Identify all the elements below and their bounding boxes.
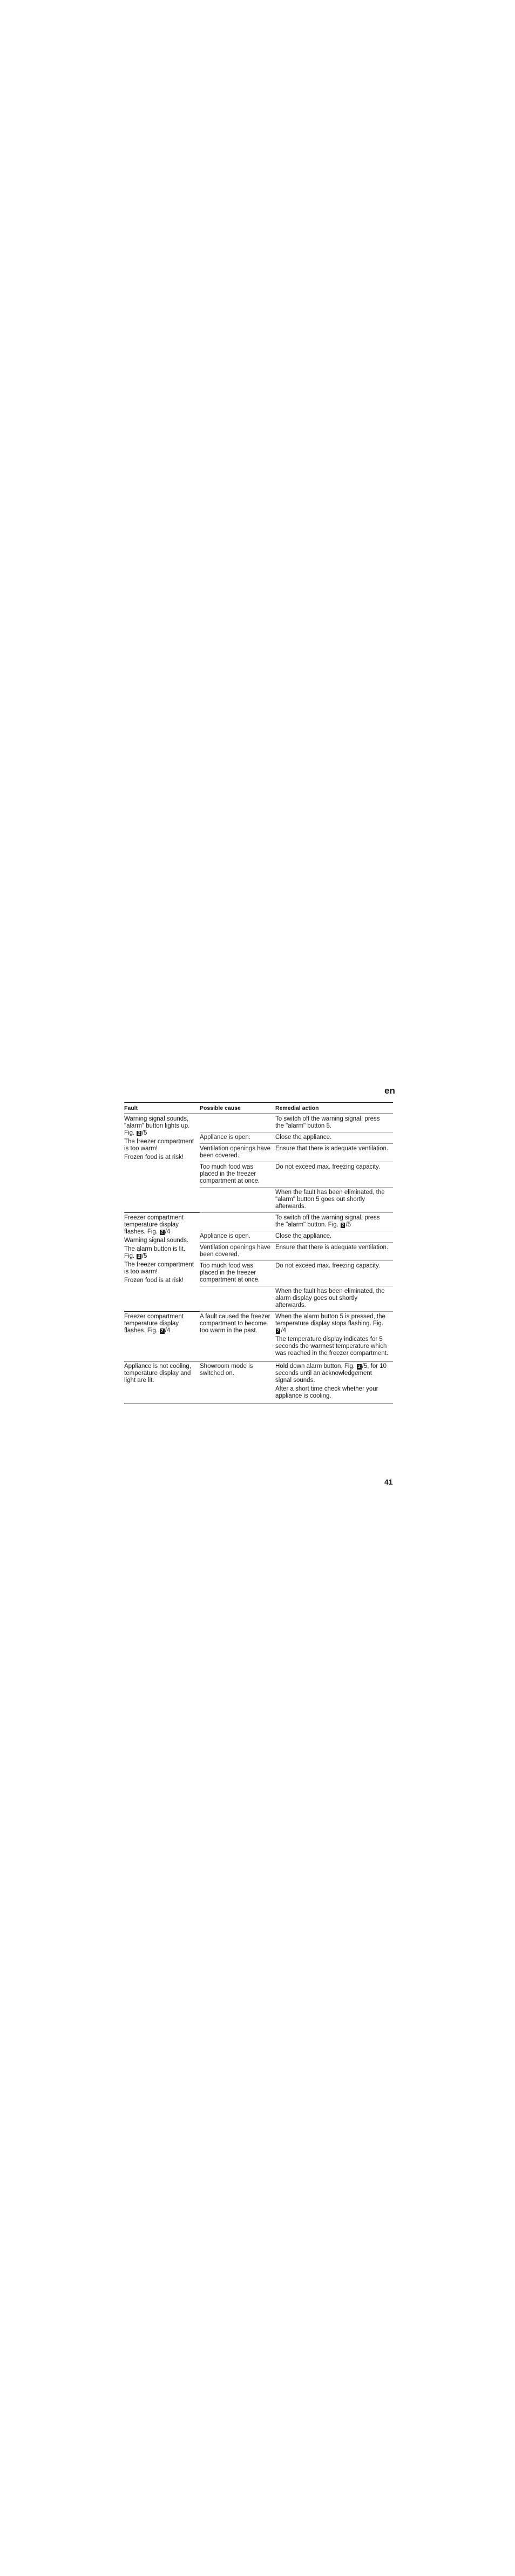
remedy-cell: Ensure that there is adequate ventilation. xyxy=(275,1144,393,1162)
remedy-text: After a short time check whether your appliance is cooling. xyxy=(275,1386,378,1399)
column-header-cause: Possible cause xyxy=(200,1103,275,1114)
fault-text: Warning signal sounds. xyxy=(124,1237,189,1244)
remedy-text: Do not exceed max. freezing capacity. xyxy=(275,1164,381,1170)
cause-cell: Too much food was placed in the freezer compartment at once. xyxy=(200,1261,275,1286)
fig-ref-prefix: Fig. xyxy=(124,1130,137,1136)
fig-ref-prefix: Fig. xyxy=(147,1327,160,1334)
cause-cell: Appliance is open. xyxy=(200,1132,275,1144)
fig-ref-prefix: Fig. xyxy=(371,1320,384,1327)
figure-badge: 2 xyxy=(342,1223,344,1228)
fault-cell xyxy=(124,1114,200,1213)
cause-cell: Showroom mode is switched on. xyxy=(200,1361,275,1404)
figure-badge: 2 xyxy=(161,1329,164,1333)
cause-cell xyxy=(200,1286,275,1312)
remedy-cell: When the fault has been eliminated, the alarm display goes out shortly afterwards. xyxy=(275,1286,393,1312)
column-header-remedy: Remedial action xyxy=(275,1103,393,1114)
remedy-text: The temperature display indicates for 5 seconds the warmest temperature which was reached in the freezer compartment. xyxy=(275,1336,389,1357)
fault-text: Frozen food is at risk! xyxy=(124,1154,184,1161)
fault-cell xyxy=(124,1213,200,1312)
table-header-row xyxy=(124,1103,393,1114)
figure-badge: 2 xyxy=(358,1364,361,1369)
fig-ref-prefix: Fig. xyxy=(326,1222,341,1228)
table-row xyxy=(124,1114,393,1132)
fault-text: The freezer compartment is too warm! xyxy=(124,1138,194,1152)
fault-text: Frozen food is at risk! xyxy=(124,1277,184,1284)
fault-cell: Appliance is not cooling, temperature display and light are lit. xyxy=(124,1361,200,1404)
remedy-cell: To switch off the warning signal, press the "alarm" button 5. xyxy=(275,1114,393,1132)
figure-badge: 2 xyxy=(277,1329,280,1333)
language-label: en xyxy=(384,1085,395,1096)
fault-text: Warning signal sounds, "alarm" button lights up. xyxy=(124,1116,190,1129)
cause-cell: Appliance is open. xyxy=(200,1231,275,1243)
figure-badge: 2 xyxy=(161,1230,164,1235)
fault-text: Freezer compartment temperature display flashes. xyxy=(124,1313,184,1334)
page-number: 41 xyxy=(384,1478,393,1486)
cause-cell xyxy=(200,1114,275,1132)
remedy-cell xyxy=(275,1213,393,1231)
remedy-cell: Close the appliance. xyxy=(275,1231,393,1243)
remedy-text: /5, for 10 seconds until an acknowledgement signal sounds. xyxy=(275,1363,387,1384)
remedy-cell: Ensure that there is adequate ventilation. xyxy=(275,1243,393,1261)
remedy-cell xyxy=(275,1312,393,1361)
remedy-text: Hold down alarm button, Fig. xyxy=(275,1363,357,1370)
cause-cell xyxy=(200,1213,275,1231)
table-row xyxy=(124,1213,393,1231)
remedy-text: When the alarm button 5 is pressed, the temperature display stops flashing. xyxy=(275,1313,385,1327)
fig-ref-prefix: Fig. xyxy=(124,1253,137,1259)
table-row xyxy=(124,1361,393,1404)
remedy-text: Do not exceed max. freezing capacity. xyxy=(275,1263,381,1269)
remedy-cell xyxy=(275,1162,393,1188)
cause-cell: Too much food was placed in the freezer compartment at once. xyxy=(200,1162,275,1188)
cause-cell xyxy=(200,1188,275,1213)
fig-ref-suffix: /4 xyxy=(281,1327,287,1334)
fig-ref-suffix: /4 xyxy=(165,1229,171,1235)
table-row xyxy=(124,1312,393,1361)
fig-ref-suffix: /5 xyxy=(141,1253,147,1259)
remedy-cell xyxy=(275,1361,393,1404)
column-header-fault: Fault xyxy=(124,1103,200,1114)
figure-badge: 2 xyxy=(138,1131,140,1136)
fig-ref-suffix: /5 xyxy=(141,1130,147,1136)
troubleshooting-table xyxy=(124,1102,393,1404)
fig-ref-suffix: /5 xyxy=(345,1222,351,1228)
remedy-cell: When the fault has been eliminated, the "alarm" button 5 goes out shortly afterwards. xyxy=(275,1188,393,1213)
cause-cell: Ventilation openings have been covered. xyxy=(200,1144,275,1162)
fig-ref-prefix: Fig. xyxy=(147,1229,160,1235)
fault-cell xyxy=(124,1312,200,1361)
fault-text: Freezer compartment temperature display flashes. xyxy=(124,1215,184,1235)
remedy-text: To switch off the warning signal, press the "alarm" button. xyxy=(275,1215,380,1228)
fault-text: The alarm button is lit. xyxy=(124,1246,186,1252)
cause-cell: Ventilation openings have been covered. xyxy=(200,1243,275,1261)
fault-text: The freezer compartment is too warm! xyxy=(124,1262,194,1275)
fig-ref-suffix: /4 xyxy=(165,1327,171,1334)
figure-badge: 2 xyxy=(138,1254,140,1259)
remedy-cell xyxy=(275,1261,393,1286)
cause-cell: A fault caused the freezer compartment to become too warm in the past. xyxy=(200,1312,275,1361)
remedy-cell: Close the appliance. xyxy=(275,1132,393,1144)
